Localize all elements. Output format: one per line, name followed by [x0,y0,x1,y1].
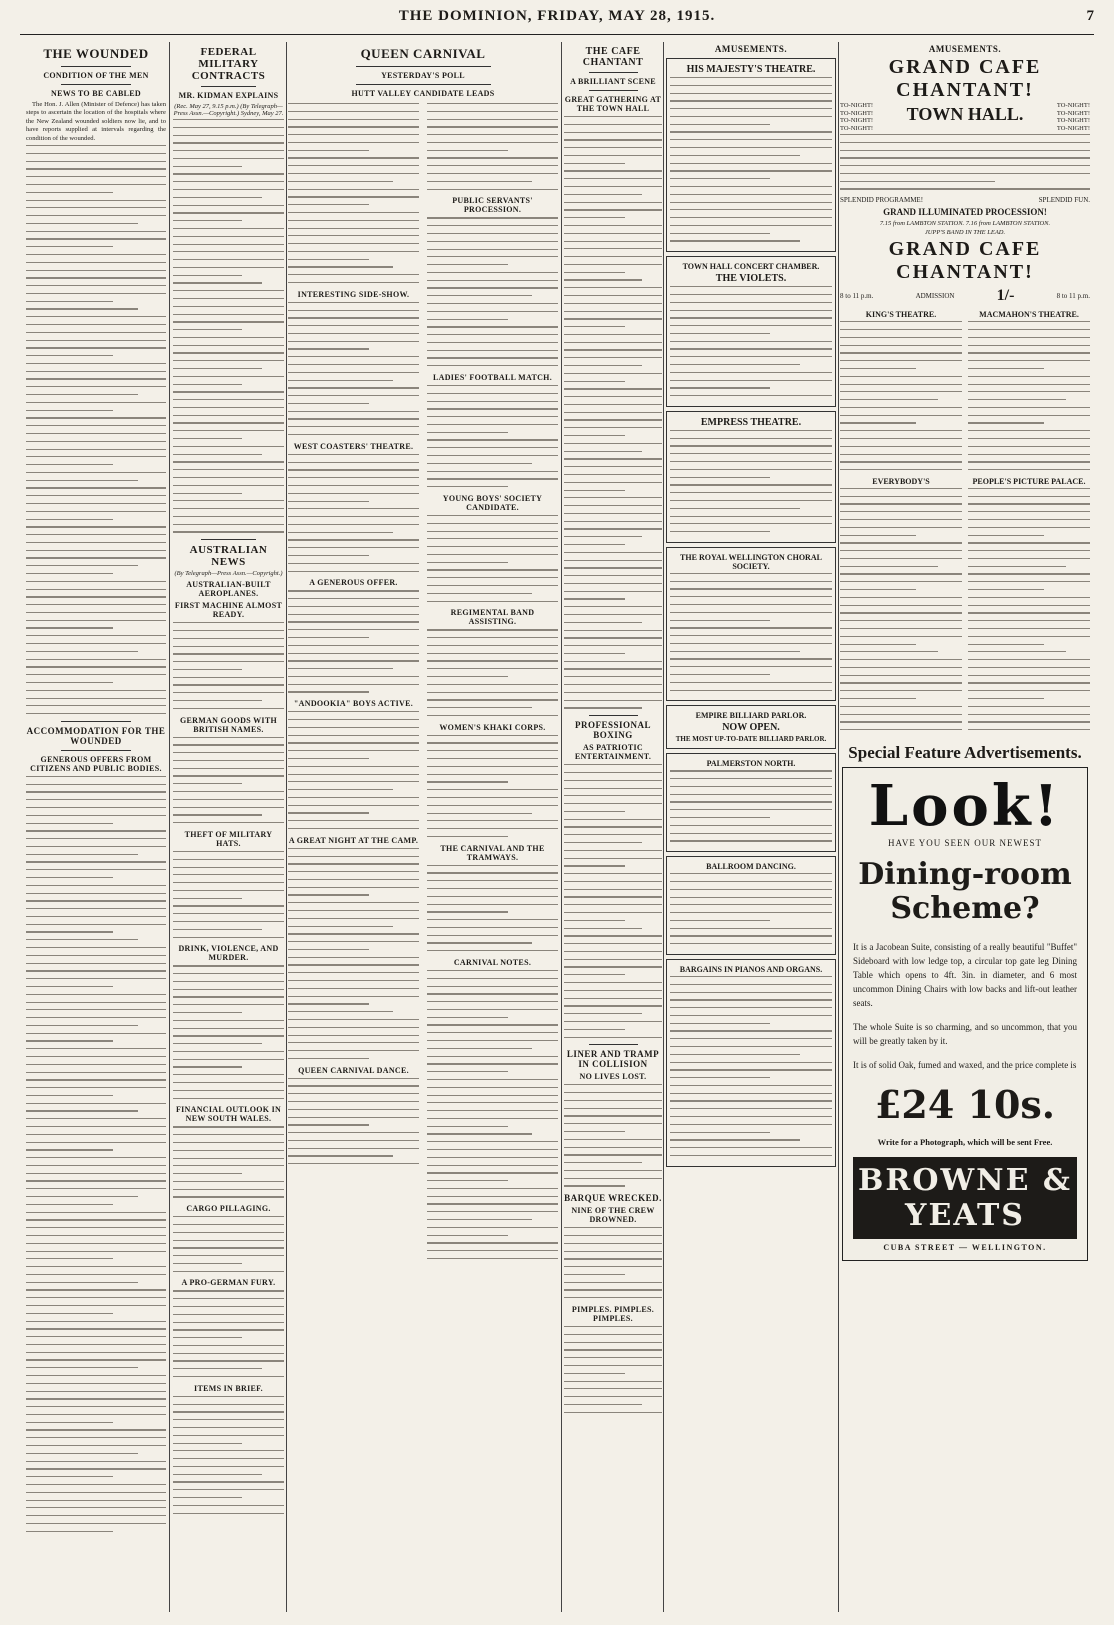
divider [61,721,131,722]
article-text: The Hon. J. Allen (Minister of Defence) has taken steps to ascertain the location of the hospitals where the New Zealand wounded soldiers now lie, and to have reports supplied at intervals regarding the condition of the wounded. [26,101,166,142]
article-body [564,1084,662,1186]
article-body [427,970,558,1259]
headline: PROFESSIONAL BOXING [574,720,651,741]
subhead: YOUNG BOYS' SOCIETY CANDIDATE. [442,493,543,512]
divider [589,72,638,73]
sub-column [288,101,419,1266]
tonight-row [840,102,1090,132]
write-note: Write for a Photograph, which will be sent Free. [877,1136,1053,1147]
ad-title: MACMAHON'S THEATRE. [979,310,1079,320]
divider [61,66,131,67]
section-label: AMUSEMENTS. [714,44,788,54]
subhead: INTERESTING SIDE-SHOW. [297,289,410,299]
subhead: GERMAN GOODS WITH BRITISH NAMES. [180,715,277,734]
ad-body [968,488,1090,730]
column-cafe-chantant [564,42,662,1612]
ad-body [670,77,832,242]
cafe-chantant-heading-2: GRAND CAFE CHANTANT! [888,238,1042,284]
subhead: LADIES' FOOTBALL MATCH. [433,373,552,382]
headline: THE CAFE CHANTANT [582,46,644,68]
admission-time: 8 to 11 p.m. [1056,292,1090,301]
article-body [288,302,419,435]
subhead: HUTT VALLEY CANDIDATE LEADS [351,89,495,98]
article-body [173,1126,284,1197]
admission-label: ADMISSION [915,292,955,301]
look-heading: Look! [868,772,1062,839]
article-body [288,590,419,692]
headline: LINER AND TRAMP IN COLLISION [566,1049,660,1070]
ad-body [670,286,832,396]
headline: FEDERAL MILITARY CONTRACTS [191,46,266,82]
article-body [427,865,558,952]
article-body [288,454,419,572]
ad-title: NOW OPEN. [722,722,780,734]
ad-title: PEOPLE'S PICTURE PALACE. [972,476,1086,486]
ad-title: KING'S THEATRE. [865,310,937,320]
article-body [173,965,284,1098]
divider [356,84,491,85]
advertiser-name: BROWNE & YEATS [853,1157,1077,1239]
article-body [564,1227,662,1298]
divider [589,715,638,716]
column-queen-carnival [288,42,558,1612]
ad-body [840,488,962,730]
ad-body [840,134,1090,190]
procession-times: 7.15 from LAMBTON STATION. 7.16 from LAMBTON STATION. [879,220,1051,228]
subhead: YESTERDAY'S POLL [381,71,465,80]
tonight-right: TO-NIGHT! TO-NIGHT! TO-NIGHT! TO-NIGHT! [1056,102,1090,132]
headline: THE WOUNDED [43,46,149,61]
ad-body [670,573,832,691]
ad-body-text: The whole Suite is so charming, and so uncommon, that you will be greatly taken by it. [853,1021,1077,1046]
ad-pianos [666,959,836,1167]
admission-price: 1/- [996,287,1015,305]
subhead: PUBLIC SERVANTS' PROCESSION. [452,196,533,215]
column-right-ads [840,42,1090,1612]
look-subheading: HAVE YOU SEEN OUR NEWEST [888,837,1042,848]
divider [201,86,257,87]
dateline: (By Telegraph—Press Assn.—Copyright.) [174,570,283,578]
divider [589,90,638,91]
article-body [288,103,419,283]
ad-body [670,873,832,944]
headline: AUSTRALIAN NEWS [189,544,268,569]
ad-title: BARGAINS IN PIANOS AND ORGANS. [679,964,823,974]
ad-choral-society [666,547,836,702]
masthead [20,4,1094,35]
subhead: WOMEN'S KHAKI CORPS. [439,722,546,732]
ad-body [670,430,832,532]
ad-title: EMPIRE BILLIARD PARLOR. [695,711,807,721]
procession-banner: GRAND ILLUMINATED PROCESSION! [883,207,1047,218]
ad-title: TOWN HALL CONCERT CHAMBER. [682,262,820,272]
ad-title: PALMERSTON NORTH. [706,759,796,769]
subhead: GENEROUS OFFERS FROM CITIZENS AND PUBLIC BODIES. [30,754,162,773]
ad-town-hall [666,256,836,407]
subhead: WEST COASTERS' THEATRE. [293,441,414,451]
ad-body [968,321,1090,470]
column-rule [561,42,562,1612]
headline: BARQUE WRECKED. [564,1193,662,1204]
column-rule [286,42,287,1612]
subhead: AUSTRALIAN-BUILT AEROPLANES. [186,580,271,599]
article-body [26,145,166,714]
ad-title: THE MOST UP-TO-DATE BILLIARD PARLOR. [675,735,827,744]
programme-row [840,196,1090,204]
article-body [288,1078,419,1165]
ad-body-text: It is of solid Oak, fumed and waxed, and the price complete is [853,1059,1077,1070]
ad-title: HIS MAJESTY'S THEATRE. [686,64,816,75]
article-body [564,1326,662,1413]
headline: QUEEN CARNIVAL [360,46,486,61]
scheme-heading: Dining-room Scheme? [858,856,1072,926]
article-body [427,217,558,366]
subhead: ITEMS IN BRIEF. [194,1383,263,1393]
column-rule [169,42,170,1612]
divider [356,66,491,67]
advertiser-address: CUBA STREET — WELLINGTON. [883,1242,1047,1252]
ad-title: BALLROOM DANCING. [706,862,796,872]
ad-body [840,321,962,470]
subhead: NO LIVES LOST. [579,1072,647,1082]
band-note: JUPP'S BAND IN THE LEAD. [924,229,1006,237]
article-body [427,629,558,716]
fun-label: SPLENDID FUN. [1038,196,1090,205]
subhead: A GENEROUS OFFER. [309,578,398,588]
subhead: FIRST MACHINE ALMOST READY. [174,601,283,620]
subhead: MR. KIDMAN EXPLAINS [178,91,279,100]
ad-title: THE ROYAL WELLINGTON CHORAL SOCIETY. [680,552,822,571]
column-rule [838,42,839,1612]
subhead: GREAT GATHERING AT THE TOWN HALL [564,95,662,113]
town-hall-heading: TOWN HALL. [906,104,1024,124]
subhead: FINANCIAL OUTLOOK IN NEW SOUTH WALES. [175,1105,282,1124]
headline: ACCOMMODATION FOR THE WOUNDED [26,725,166,746]
subhead: CARNIVAL NOTES. [453,958,532,967]
subhead: PIMPLES. PIMPLES. PIMPLES. [571,1305,655,1324]
subhead: "ANDOOKIA" BOYS ACTIVE. [293,699,414,709]
column-rule [663,42,664,1612]
divider [589,1044,638,1045]
subhead: A BRILLIANT SCENE [570,77,656,86]
admission-time: 8 to 11 p.m. [840,292,874,301]
ad-title: THE VIOLETS. [715,273,787,285]
article-body [288,711,419,829]
column-federal-contracts [173,42,284,1612]
page-number: 7 [1086,8,1094,24]
sub-column [427,101,558,1266]
subhead: AS PATRIOTIC ENTERTAINMENT. [574,743,652,762]
section-label: AMUSEMENTS. [928,44,1002,54]
subhead: NEWS TO BE CABLED [51,89,141,98]
article-body [427,103,558,190]
ad-billiard [666,705,836,749]
ad-his-majestys [666,58,836,252]
article-body [173,1396,284,1514]
article-body [564,764,662,1038]
price: £24 10s. [874,1081,1056,1127]
dateline: (Rec. May 27, 9.15 p.m.) (By Telegraph—Press Assn.—Copyright.) Sydney, May 27. [173,103,284,117]
article-body [173,851,284,938]
subhead: CARGO PILLAGING. [186,1204,271,1214]
subhead: REGIMENTAL BAND ASSISTING. [450,608,535,627]
article-body [173,737,284,824]
ad-empress [666,411,836,543]
article-body [173,119,284,533]
article-body [427,385,558,487]
ad-title: EMPRESS THEATRE. [700,416,802,428]
article-body [288,848,419,1059]
programme-label: SPLENDID PROGRAMME! [840,196,924,205]
cafe-chantant-heading: GRAND CAFE CHANTANT! [888,56,1042,101]
article-body [173,622,284,709]
feature-heading: Special Feature Advertisements. [848,742,1082,762]
column-amusements [666,42,836,1612]
subhead: THEFT OF MILITARY HATS. [184,829,273,848]
theatre-ads [840,308,1090,737]
subhead: DRINK, VIOLENCE, AND MURDER. [178,944,279,963]
ad-palmerston [666,753,836,852]
two-column-body [288,101,558,1266]
tonight-left: TO-NIGHT! TO-NIGHT! TO-NIGHT! TO-NIGHT! [840,102,874,132]
article-body [173,1216,284,1272]
divider [61,750,131,751]
article-body [427,735,558,837]
subhead: NINE OF THE CREW DROWNED. [571,1206,655,1225]
subhead: A GREAT NIGHT AT THE CAMP. [288,835,419,845]
divider [61,84,131,85]
ad-body [670,770,832,841]
theatre-ad [840,308,962,737]
subhead: THE CARNIVAL AND THE TRAMWAYS. [440,843,545,862]
theatre-ad [968,308,1090,737]
ad-title: EVERYBODY'S [872,476,930,486]
ad-body-text: It is a Jacobean Suite, consisting of a really beautiful "Buffet" Sideboard with low ledge top, a circular top gate leg Dining Table which opens to 4ft. 3in. in diameter, and 6 most uncommon Dining Chairs with low backs and lift-out leather seats. [853,941,1077,1008]
divider [201,539,257,540]
article-body [427,515,558,602]
subhead: A PRO-GERMAN FURY. [181,1278,276,1288]
ad-ballroom [666,856,836,955]
article-body [173,1290,284,1377]
article-body [564,116,662,709]
article-body [26,776,166,1532]
ad-body [670,976,832,1156]
column-wounded [26,42,166,1612]
browne-yeats-ad [842,767,1088,1261]
admission-row [840,287,1090,305]
subhead: QUEEN CARNIVAL DANCE. [298,1065,409,1075]
masthead-title: THE DOMINION, FRIDAY, MAY 28, 1915. [398,8,716,24]
subhead: CONDITION OF THE MEN [43,71,149,80]
